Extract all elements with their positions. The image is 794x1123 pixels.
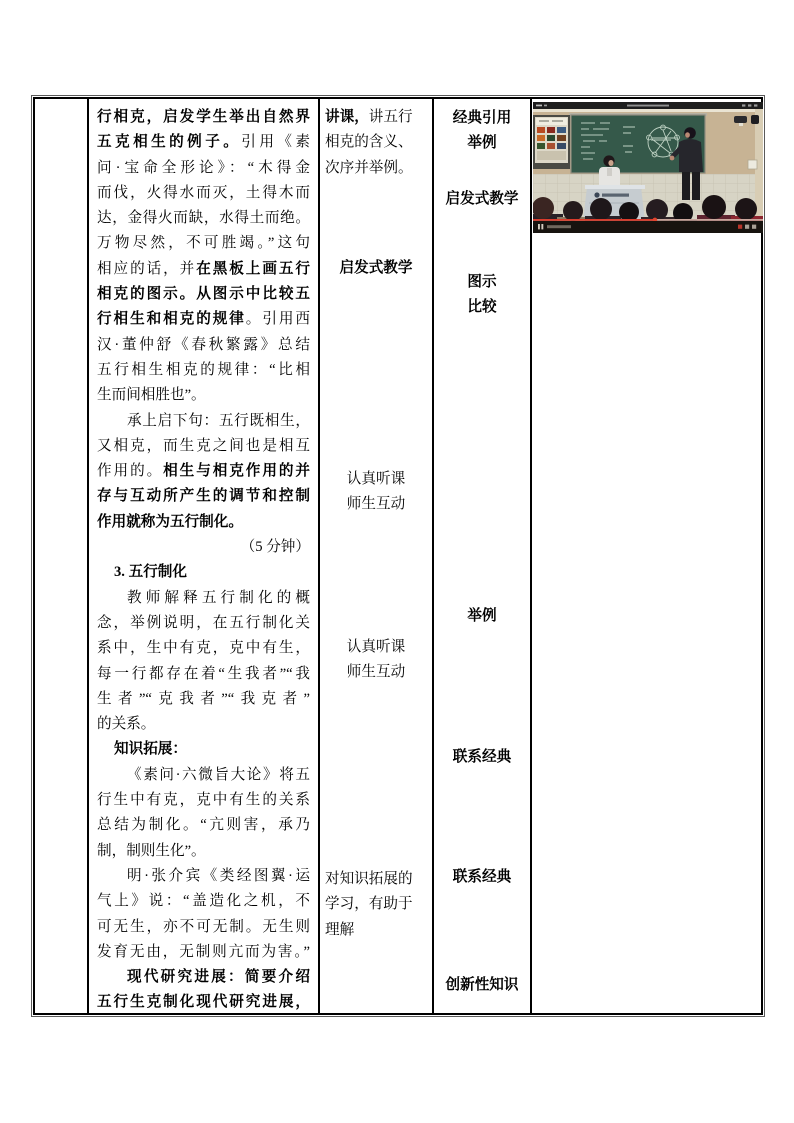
content-text-line: 万物尽然，不可胜竭。”这句	[97, 235, 310, 252]
content-text-line: 又相克，而生克之间也是相互	[97, 437, 310, 454]
content-text-line: 明·张介宾《类经图翼·运	[127, 867, 310, 884]
classroom-video-player[interactable]	[533, 102, 763, 233]
content-text-line: 生者”“克我者”“我克者”	[97, 690, 310, 707]
classroom-scene	[533, 109, 763, 233]
content-text-line: 知识拓展：	[114, 741, 187, 758]
content-text-line: 五行生克制化现代研究进展，	[97, 994, 310, 1011]
teaching-method-block: 举例	[467, 608, 497, 624]
content-text-line: 系中，生中有克，克中有生，	[97, 640, 310, 657]
content-text-line: 行相克，启发学生举出自然界	[97, 109, 310, 125]
content-text-line: 五行相生相克的规律：“比相	[97, 361, 310, 378]
content-text-line: 念，举例说明，在五行制化关	[97, 614, 310, 631]
wall-switch-box	[748, 160, 757, 169]
teaching-method-block: 创新性知识	[445, 977, 519, 993]
content-text-line: 现代研究进展：简要介绍	[127, 969, 310, 986]
content-text-line: 达，金得火而缺，水得土而绝。	[97, 210, 310, 227]
content-text-line: 作用的。相生与相克作用的并	[97, 463, 310, 480]
content-text-line: 每一行都存在着“生我者”“我	[97, 665, 310, 682]
content-text-line: 存与互动所产生的调节和控制	[97, 488, 310, 505]
teaching-method-block: 联系经典	[452, 869, 512, 885]
projection-screen	[533, 115, 570, 169]
fullscreen-icon[interactable]	[752, 225, 756, 229]
table-column-teaching-method	[432, 99, 530, 1013]
video-title-bar	[533, 102, 763, 109]
student-activity-block: 认真听课 师生互动	[346, 471, 406, 513]
teaching-method-block: 经典引用 举例	[452, 110, 512, 152]
content-text-line: （5 分钟）	[240, 539, 310, 556]
content-text-line: 制，制则生化”。	[97, 842, 206, 859]
student-activity-block: 对知识拓展的 学习，有助于 理解	[325, 871, 413, 938]
content-text-line: 而伐，火得水而灭，土得木而	[97, 184, 310, 201]
content-text-line: 总结为制化。“亢则害，承乃	[97, 817, 310, 834]
content-text-line: 行生中有克，克中有生的关系	[97, 792, 310, 809]
table-column-media	[530, 99, 761, 1013]
content-text-line: 五克相生的例子。引用《素	[97, 134, 310, 151]
content-text-line: 相应的话，并在黑板上画五行	[97, 260, 310, 277]
content-text-line: 问·宝命全形论》：“木得金	[97, 159, 310, 176]
content-text-line: 相克的图示。从图示中比较五	[97, 286, 310, 303]
video-control-bar	[533, 221, 763, 233]
content-text-line: 行相生和相克的规律。引用西	[97, 311, 310, 328]
student-activity-block: 认真听课 师生互动	[346, 639, 406, 681]
content-text-line: 可无生，亦不可无制。无生则	[97, 918, 310, 935]
student-activity-block: 启发式教学	[339, 260, 413, 276]
table-column-teaching-content	[87, 99, 318, 1013]
teaching-method-block: 图示 比较	[467, 274, 497, 316]
content-text-line: 发育无由，无制则亢而为害。”	[97, 943, 310, 960]
table-column-student-activity	[318, 99, 432, 1013]
content-text-line: 作用就称为五行制化。	[97, 513, 243, 530]
teaching-method-block: 启发式教学	[445, 191, 519, 207]
content-text-line: 3. 五行制化	[114, 564, 187, 581]
student-activity-block: 讲课，讲五行 相克的含义、 次序并举例。	[325, 109, 413, 176]
content-text-line: 生而间相胜也”。	[97, 387, 206, 404]
content-text-line: 教师解释五行制化的概	[127, 589, 310, 606]
content-text-line: 承上启下句：五行既相生，	[127, 412, 310, 429]
video-progress-played	[533, 219, 655, 221]
content-text-line: 《素问·六微旨大论》将五	[127, 766, 310, 783]
theater-mode-icon[interactable]	[745, 225, 749, 229]
table-column-stage	[35, 99, 87, 1013]
lesson-plan-table	[33, 97, 763, 1015]
time-display	[547, 225, 571, 228]
content-text-line: 汉·董仲舒《春秋繁露》总结	[97, 336, 310, 353]
settings-icon[interactable]	[738, 225, 742, 229]
content-text-line: 气上》说：“盖造化之机，不	[97, 893, 310, 910]
content-text-line: 的关系。	[97, 716, 156, 733]
teaching-method-block: 联系经典	[452, 749, 512, 765]
